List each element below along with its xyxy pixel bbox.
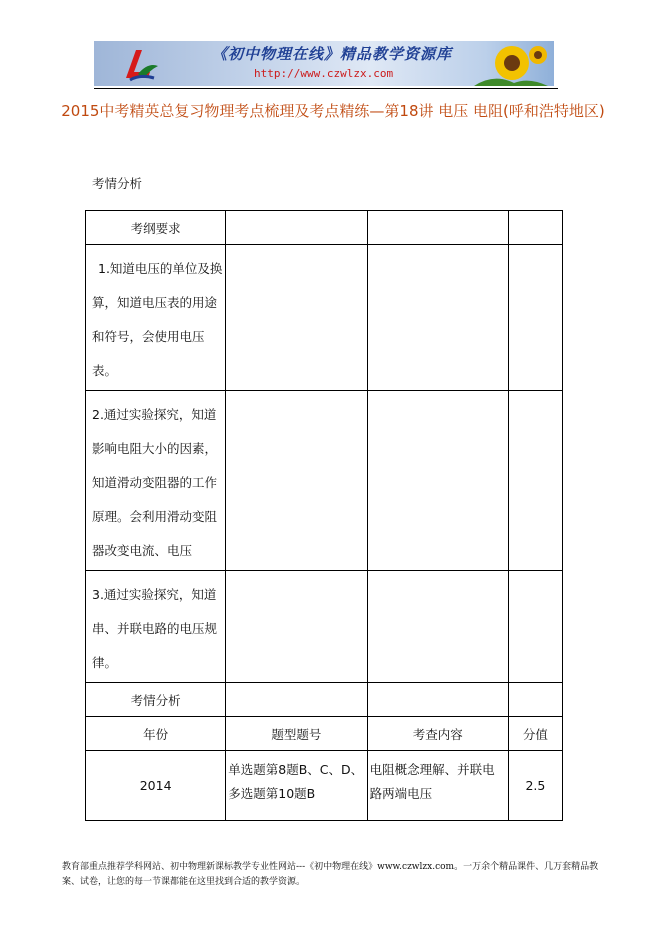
analysis-cell: 考情分析	[86, 683, 226, 717]
table-row	[86, 391, 563, 571]
table-row	[86, 571, 563, 683]
table-row	[86, 751, 563, 821]
requirement-cell: 2.通过实验探究，知道影响电阻大小的因素，知道滑动变阻器的工作原理。会利用滑动变阻器改变电流、电压	[86, 391, 226, 571]
cell-type: 单选题第8题B、C、D、多选题第10题B	[226, 751, 367, 821]
exam-analysis-table	[85, 210, 563, 821]
table-row	[86, 245, 563, 391]
banner-title: 《初中物理在线》精品教学资源库	[212, 45, 453, 63]
cell-year: 2014	[86, 751, 226, 821]
column-header-year: 年份	[86, 717, 226, 751]
column-header-content: 考查内容	[367, 717, 508, 751]
banner-url[interactable]: http://www.czwlzx.com	[254, 67, 394, 80]
column-header-type: 题型题号	[226, 717, 367, 751]
column-header-score: 分值	[508, 717, 562, 751]
table-row	[86, 683, 563, 717]
cell-score: 2.5	[508, 751, 562, 821]
footer-note: 教育部重点推荐学科网站、初中物理新课标教学专业性网站---《初中物理在线》www.czwlzx.com。一万余个精品课件、几万套精品教案、试卷，让您的每一节课都能在这里找到合适的教学资源。	[62, 862, 599, 887]
sunflower-icon	[474, 43, 548, 86]
document-title: 2015中考精英总复习物理考点梳理及考点精练—第18讲 电压 电阻(呼和浩特地区)	[61, 102, 605, 120]
table-header-row	[86, 717, 563, 751]
section-label: 考情分析	[92, 176, 143, 191]
requirement-cell: 3.通过实验探究，知道串、并联电路的电压规律。	[86, 571, 226, 683]
site-logo-icon	[120, 44, 160, 84]
table-row	[86, 211, 563, 245]
header-rule	[94, 88, 558, 89]
header-cell-requirements: 考纲要求	[86, 211, 226, 245]
requirement-cell: 1.知道电压的单位及换算，知道电压表的用途和符号，会使用电压表。	[86, 245, 226, 391]
site-banner	[94, 41, 554, 86]
cell-content: 电阻概念理解、并联电路两端电压	[367, 751, 508, 821]
